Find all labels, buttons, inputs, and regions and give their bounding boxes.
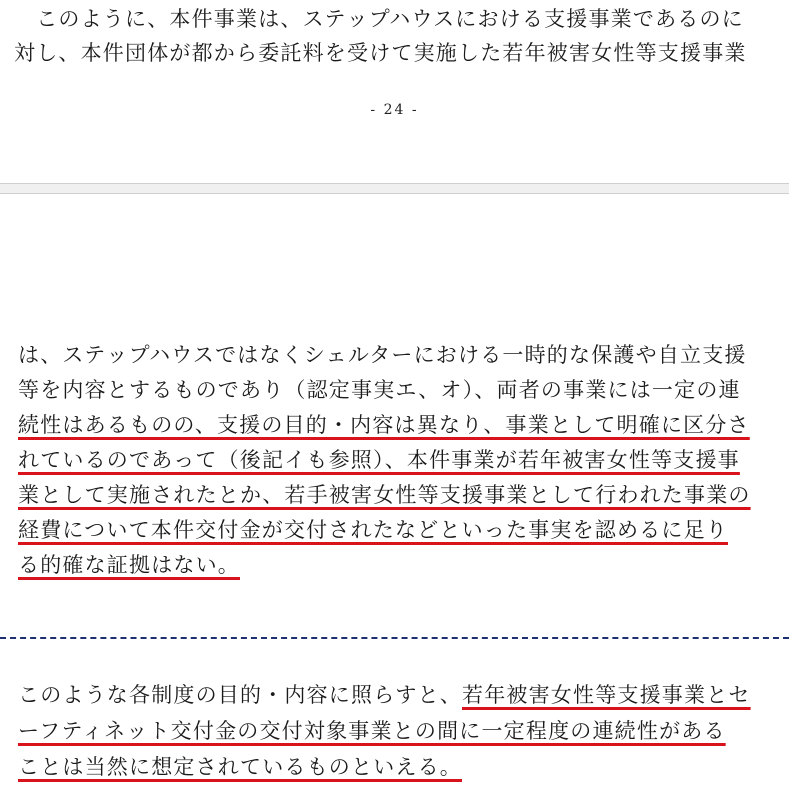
text-line: このように、本件事業は、ステップハウスにおける支援事業であるのに [14,7,744,31]
highlighted-text-line: 続性はあるものの、支援の目的・内容は異なり、事業として明確に区分さ [18,413,750,437]
highlighted-text-line: れているのであって（後記イも参照）、本件事業が若年被害女性等支援事 [18,448,740,472]
text-line: 対し、本件団体が都から委託料を受けて実施した若年被害女性等支援事業 [14,41,747,65]
text-line: は、ステップハウスではなくシェルターにおける一時的な保護や自立支援 [18,343,747,367]
text-line: 等を内容とするものであり（認定事実エ、オ）、両者の事業には一定の連 [18,378,741,402]
highlighted-text-line: ことは当然に想定されているものといえる。 [18,755,462,779]
highlighted-text-line: 経費について本件交付金が交付されたなどといった事実を認めるに足り [18,518,728,542]
dashed-divider [0,637,789,639]
page-break [0,183,789,194]
plain-text: このような各制度の目的・内容に照らすと、 [18,683,462,707]
highlighted-text: 若年被害女性等支援事業とセ [462,683,751,707]
highlighted-text-line: ーフティネット交付金の交付対象事業との間に一定程度の連続性がある [18,719,726,743]
highlighted-text-line: る的確な証拠はない。 [18,553,240,577]
highlighted-text-line: 業として実施されたとか、若手被害女性等支援事業として行われた事業の [18,483,751,507]
page-number: - 24 - [370,102,419,118]
text-line [18,682,751,708]
